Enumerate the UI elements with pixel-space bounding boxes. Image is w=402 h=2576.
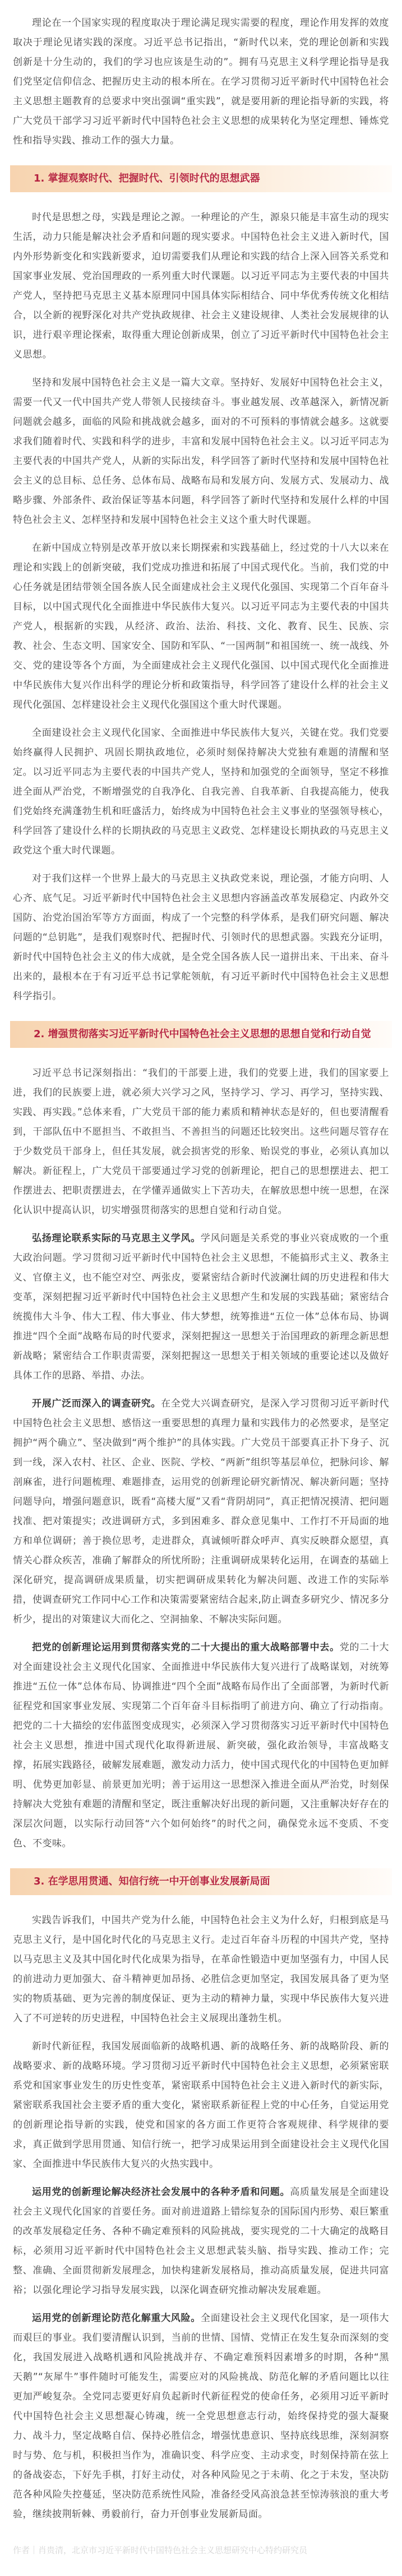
body-paragraph: 运用党的创新理论防范化解重大风险。全面建设社会主义现代化国家，是一项伟大而艰巨的事业。我们要清醒认识到，当前的世情、国情、党情正在发生复杂而深刻的变化，我国发展进入战略机遇和风险挑战并存、不确定难预料因素增多的时期，各种“黑天鹅”“灰犀牛”事件随时可能发生，需要应对的风险挑战、防范化解的矛盾问题比以往更加严峻复杂。全党同志要更好肩负起新时代新征程党的使命任务，必须用习近平新时代中国特色社会主义思想凝心铸魂，统一全党思想意志行动，始终保持党的强大凝聚力、战斗力，坚定战略自信、保持必胜信念，增强忧患意识、坚持底线思维，深刻洞察时与势、危与机，积极担当作为，准确识变、科学应变、主动求变，时刻保持箭在弦上的备战姿态，下好先手棋，打好主动仗，对各种风险见之于未萌、化之于未发，坚决防范各种风险失控蔓延，坚决防范系统性风险，准备经受风高浪急甚至惊涛骇浪的重大考验，继续披荆斩棘、勇毅前行，奋力开创事业发展新局面。: [13, 2313, 390, 2520]
section-heading: 3. 在学思用贯通、知信行统一中开创事业发展新局面: [10, 1868, 392, 1895]
body-paragraph: 坚持和发展中国特色社会主义是一篇大文章。坚持好、发展好中国特色社会主义，需要一代又一代中国共产党人带领人民接续奋斗。事业越发展、改革越深入，新情况新问题就会越多，面临的风险和挑战就会越多，面对的不可预料的事情就会越多。这就要求我们随着时代、实践和科学的进步，丰富和发展中国特色社会主义。以习近平同志为主要代表的中国共产党人，从新的实际出发，科学回答了新时代坚持和发展中国特色社会主义的总目标、总任务、总体布局、战略布局和发展方向、发展方式、发展动力、战略步骤、外部条件、政治保证等基本问题，科学回答了新时代坚持和发展什么样的中国特色社会主义、怎样坚持和发展中国特色社会主义这个重大时代课题。: [13, 377, 389, 526]
article-body: [0, 13, 402, 2524]
section-heading: 2. 增强贯彻落实习近平新时代中国特色社会主义思想的思想自觉和行动自觉: [10, 1021, 392, 1048]
body-paragraph: 运用党的创新理论解决经济社会发展中的各种矛盾和问题。高质量发展是全面建设社会主义现代化国家的首要任务。面对前进道路上错综复杂的国际国内形势、艰巨繁重的改革发展稳定任务、各种不确定难预料的风险挑战，要实现党的二十大确定的战略目标，必须用习近平新时代中国特色社会主义思想武装头脑、指导实践、推动工作；完整、准确、全面贯彻新发展理念，加快构建新发展格局，推动高质量发展，促进共同富裕；以强化理论学习指导发展实践，以深化调查研究推动解决发展难题。: [13, 2187, 390, 2296]
body-paragraph: 实践告诉我们，中国共产党为什么能，中国特色社会主义为什么好，归根到底是马克思主义行，是中国化时代化的马克思主义行。走过百年奋斗历程的中国共产党，坚持以马克思主义及其中国化时代化成果为指导，在革命性锻造中更加坚强有力，中国人民的前进动力更加强大、奋斗精神更加昂扬、必胜信念更加坚定，我国发展具备了更为坚实的物质基础、更为完善的制度保证、更为主动的精神力量，实现中华民族伟大复兴进入了不可逆转的历史进程，中国特色社会主义展现出蓬勃生机。: [13, 1915, 389, 2024]
body-paragraph: 开展广泛而深入的调查研究。在全党大兴调查研究，是深入学习贯彻习近平新时代中国特色社会主义思想、感悟这一重要思想的真理力量和实践伟力的必然要求，是坚定拥护“两个确立”、坚决做到“两个维护”的具体实践。广大党员干部要真正扑下身子、沉到一线，深入农村、社区、企业、医院、学校、“两新”组织等基层单位，把脉问诊、解剖麻雀，进行问题梳理、难题排查，运用党的创新理论研究新情况、解决新问题；坚持问题导向，增强问题意识，既看“高楼大厦”又看“背阴胡同”，真正把情况摸清、把问题找准、把对策提实；改进调研方式，多到困难多、群众意见集中、工作打不开局面的地方和单位调研；善于换位思考，走进群众，真诚倾听群众呼声、真实反映群众愿望，真情关心群众疾苦，准确了解群众的所忧所盼；注重调研成果转化运用，在调查的基础上深化研究，提高调研成果质量，切实把调研成果转化为解决问题、改进工作的实际举措，使调查研究工作同中心工作和决策需要紧密结合起来,防止调查多研究少、情况多分析少，提出的对策建议大而化之、空洞抽象、不解决实际问题。: [13, 1398, 390, 1625]
body-paragraph: 习近平总书记深刻指出：“我们的干部要上进，我们的党要上进，我们的国家要上进，我们的民族要上进，就必须大兴学习之风，坚持学习、学习、再学习，坚持实践、实践、再实践。”总体来看，广大党员干部的能力素质和精神状态是好的，但也要清醒看到，干部队伍中不愿担当、不敢担当、不善担当的问题还比较突出。这些问题尽管存在于少数党员干部身上，但任其发展，就会损害党的形象、贻误党的事业，必须认真加以解决。新征程上，广大党员干部要通过学习党的创新理论，把自己的思想摆进去、把工作摆进去、把职责摆进去，在学懂弄通做实上下苦功夫，在解放思想中统一思想，在深化认识中提高认识，切实增强贯彻落实的思想自觉和行动自觉。: [13, 1067, 389, 1216]
paragraph-lead: 弘扬理论联系实际的马克思主义学风。: [32, 1233, 201, 1244]
section-heading: 1. 掌握观察时代、把握时代、引领时代的思想武器: [10, 165, 392, 192]
author-footer: 作者｜肖贵清，北京市习近平新时代中国特色社会主义思想研究中心特约研究员: [13, 2545, 308, 2555]
body-paragraph: 时代是思想之母，实践是理论之源。一种理论的产生，源泉只能是丰富生动的现实生活，动力只能是解决社会矛盾和问题的现实要求。中国特色社会主义进入新时代，国内外形势新变化和实践新要求，迫切需要我们从理论和实践的结合上深入回答关系党和国家事业发展、党治国理政的一系列重大时代课题。以习近平同志为主要代表的中国共产党人，坚持把马克思主义基本原理同中国具体实际相结合、同中华优秀传统文化相结合，以全新的视野深化对共产党执政规律、社会主义建设规律、人类社会发展规律的认识，进行艰辛理论探索，取得重大理论创新成果，创立了习近平新时代中国特色社会主义思想。: [13, 212, 389, 360]
body-paragraph: 把党的创新理论运用到贯彻落实党的二十大提出的重大战略部署中去。党的二十大对全面建设社会主义现代化国家、全面推进中华民族伟大复兴进行了战略谋划，对统筹推进“五位一体”总体布局、协调推进“四个全面”战略布局作出了全面部署，为新时代新征程党和国家事业发展、实现第二个百年奋斗目标指明了前进方向、确立了行动指南。把党的二十大描绘的宏伟蓝图变成现实，必须深入学习贯彻落实习近平新时代中国特色社会主义思想，推进中国式现代化取得新进展、新突破，强化政治领导，丰富战略支撑，拓展实践路径，破解发展难题，激发动力活力，使中国式现代化的中国特色更加鲜明、优势更加彰显、前景更加光明；善于运用这一思想深入推进全面从严治党，时刻保持解决大党独有难题的清醒和坚定，既注重解决好出现的新问题，又注重解决好存在的深层次问题，以实际行动回答“六个如何始终”的时代之问，确保党永远不变质、不变色、不变味。: [13, 1642, 390, 1849]
paragraph-lead: 运用党的创新理论防范化解重大风险。: [32, 2313, 201, 2324]
body-paragraph: 全面建设社会主义现代化国家、全面推进中华民族伟大复兴，关键在党。我们党要始终赢得人民拥护、巩固长期执政地位，必须时刻保持解决大党独有难题的清醒和坚定。以习近平同志为主要代表的中国共产党人，坚持和加强党的全面领导，坚定不移推进全面从严治党，不断增强党的自我净化、自我完善、自我革新、自我提高能力，使我们党始终充满蓬勃生机和旺盛活力，始终成为中国特色社会主义事业的坚强领导核心，科学回答了建设什么样的长期执政的马克思主义政党、怎样建设长期执政的马克思主义政党这个重大时代课题。: [13, 727, 389, 856]
body-paragraph: 弘扬理论联系实际的马克思主义学风。学风问题是关系党的事业兴衰成败的一个重大政治问题。学习贯彻习近平新时代中国特色社会主义思想，不能搞形式主义、教条主义、官僚主义，也不能空对空、两张皮，要紧密结合新时代波澜壮阔的历史进程和伟大变革，深刻把握习近平新时代中国特色社会主义思想产生和发展的实践基础；紧密结合统揽伟大斗争、伟大工程、伟大事业、伟大梦想，统筹推进“五位一体”总体布局、协调推进“四个全面”战略布局的时代要求，深刻把握这一思想关于治国理政的新理念新思想新战略；紧密结合工作职责需要，深刻把握这一思想关于相关领域的重要论述以及做好具体工作的思路、举措、办法。: [13, 1233, 390, 1381]
paragraph-lead: 把党的创新理论运用到贯彻落实党的二十大提出的重大战略部署中去。: [32, 1642, 340, 1653]
paragraph-lead: 开展广泛而深入的调查研究。: [32, 1398, 161, 1409]
body-paragraph: 新时代新征程，我国发展面临新的战略机遇、新的战略任务、新的战略阶段、新的战略要求、新的战略环境。学习贯彻习近平新时代中国特色社会主义思想，必须紧密联系党和国家事业发生的历史性变革，紧密联系中国特色社会主义进入新时代的新实际，紧密联系我国社会主要矛盾的重大变化，紧密联系新征程上党的中心任务，自觉运用党的创新理论指导新的实践，使党和国家的各方面工作更符合客观规律、科学规律的要求，真正做到学思用贯通、知信行统一，把学习成果运用到全面建设社会主义现代化国家、全面推进中华民族伟大复兴的火热实践中。: [13, 2041, 389, 2170]
paragraph-lead: 运用党的创新理论解决经济社会发展中的各种矛盾和问题。: [32, 2187, 290, 2198]
body-paragraph: 理论在一个国家实现的程度取决于理论满足现实需要的程度，理论作用发挥的效度取决于理论见诸实践的深度。习近平总书记指出，“新时代以来，党的理论创新和实践创新是十分生动的，我们的学习也应该是生动的”。拥有马克思主义科学理论指导是我们党坚定信仰信念、把握历史主动的根本所在。在学习贯彻习近平新时代中国特色社会主义思想主题教育的总要求中突出强调“重实践”，就是要用新的理论指导新的实践，将广大党员干部学习习近平新时代中国特色社会主义思想的成果转化为坚定理想、锤炼党性和指导实践、推动工作的强大力量。: [13, 17, 389, 146]
body-paragraph: 在新中国成立特别是改革开放以来长期探索和实践基础上，经过党的十八大以来在理论和实践上的创新突破，我们党成功推进和拓展了中国式现代化。当前，我们党的中心任务就是团结带领全国各族人民全面建成社会主义现代化强国、实现第二个百年奋斗目标，以中国式现代化全面推进中华民族伟大复兴。以习近平同志为主要代表的中国共产党人，根据新的实践，从经济、政治、法治、科技、文化、教育、民生、民族、宗教、社会、生态文明、国家安全、国防和军队、“一国两制”和祖国统一、统一战线、外交、党的建设等各个方面，为全面建成社会主义现代化强国、以中国式现代化全面推进中华民族伟大复兴作出科学的理论分析和政策指导，科学回答了建设什么样的社会主义现代化强国、怎样建设社会主义现代化强国这个重大时代课题。: [13, 542, 389, 711]
body-paragraph: 对于我们这样一个世界上最大的马克思主义执政党来说，理论强，才能方向明、人心齐、底气足。习近平新时代中国特色社会主义思想内容涵盖改革发展稳定、内政外交国防、治党治国治军等方方面面，构成了一个完整的科学体系，是我们研究问题、解决问题的“总钥匙”，是我们观察时代、把握时代、引领时代的思想武器。实践充分证明，新时代中国特色社会主义的伟大成就，是全党全国各族人民一道拼出来、干出来、奋斗出来的，最根本在于有习近平总书记掌舵领航，有习近平新时代中国特色社会主义思想科学指引。: [13, 873, 389, 1002]
